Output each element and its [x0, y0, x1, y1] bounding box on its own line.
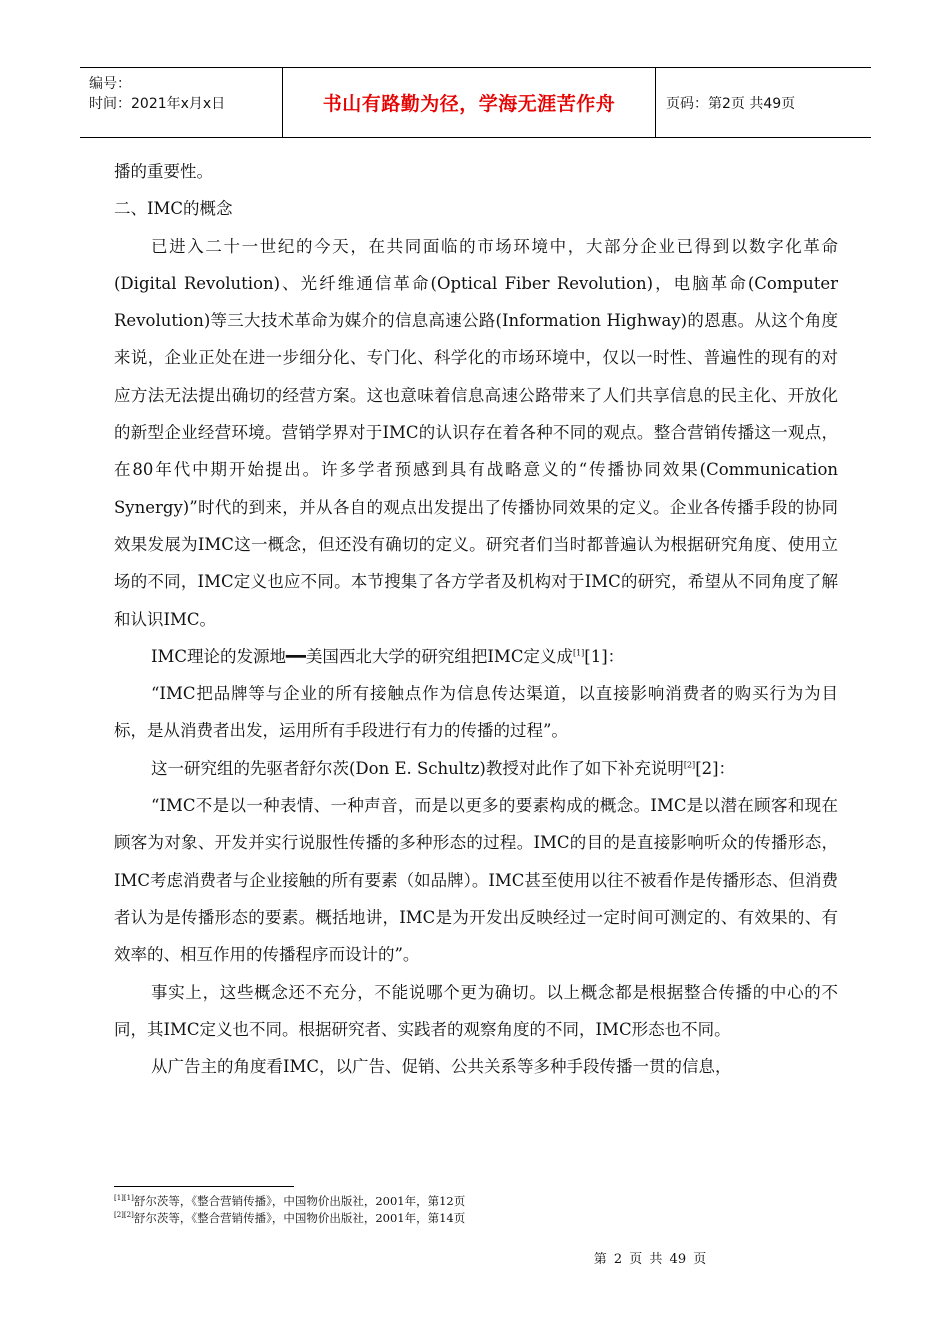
footnote-reference: [2]	[683, 760, 696, 770]
document-body	[114, 153, 838, 1085]
paragraph-text: “IMC把品牌等与企业的所有接触点作为信息传达渠道，以直接影响消费者的购买行为为目标，是从消费者出发，运用所有手段进行有力的传播的过程”。	[114, 684, 838, 741]
footnote-2-mark: [2][2]	[114, 1211, 134, 1220]
footnote-1-mark: [1][1]	[114, 1194, 134, 1203]
paragraph-text: 二、IMC的概念	[114, 199, 233, 219]
paragraph-text: 已进入二十一世纪的今天，在共同面临的市场环境中，大部分企业已得到以数字化革命(Digital Revolution)、光纤维通信革命(Optical Fiber Revolution)，电脑革命(Computer Revolution)等三大技术革命为媒介的信息高速公路(Information Highway)的恩惠。从这个角度来说，企业正处在进一步细分化、专门化、科学化的市场环境中，仅以一时性、普遍性的现有的对应方法无法提出确切的经营方案。这也意味着信息高速公路带来了人们共享信息的民主化、开放化的新型企业经营环境。营销学界对于IMC的认识存在着各种不同的观点。整合营销传播这一观点，在80年代中期开始提出。许多学者预感到具有战略意义的“传播协同效果(Communication Synergy)”时代的到来，并从各自的观点出发提出了传播协同效果的定义。企业各传播手段的协同效果发展为IMC这一概念，但还没有确切的定义。研究者们当时都普遍认为根据研究角度、使用立场的不同，IMC定义也应不同。本节搜集了各方学者及机构对于IMC的研究，希望从不同角度了解和认识IMC。	[114, 236, 838, 629]
paragraph	[114, 787, 838, 973]
paragraph	[114, 190, 838, 227]
header-page-label: 页码：第2页 共49页	[666, 95, 796, 112]
page-header-table	[80, 67, 871, 138]
paragraph	[114, 675, 838, 750]
page-footer-number: 第 2 页 共 49 页	[593, 1252, 707, 1267]
citation-suffix: [2]：	[695, 758, 736, 778]
paragraph-text: IMC理论的发源地━━美国西北大学的研究组把IMC定义成	[151, 646, 573, 666]
header-meta-cell	[80, 68, 283, 137]
footnote-1-text: 舒尔茨等，《整合营销传播》，中国物价出版社，2001年，第12页	[133, 1194, 466, 1208]
document-number-label: 编号：	[89, 76, 131, 92]
footnote-2-text: 舒尔茨等，《整合营销传播》，中国物价出版社，2001年，第14页	[133, 1211, 466, 1225]
footnote-1	[114, 1194, 465, 1208]
paragraph	[114, 228, 838, 638]
paragraph-text: 从广告主的角度看IMC，以广告、促销、公共关系等多种手段传播一贯的信息，	[151, 1057, 732, 1077]
paragraph-text: 事实上，这些概念还不充分，不能说哪个更为确切。以上概念都是根据整合传播的中心的不同，其IMC定义也不同。根据研究者、实践者的观察角度的不同，IMC形态也不同。	[114, 982, 838, 1039]
paragraph-text: 播的重要性。	[114, 162, 213, 181]
paragraph	[114, 1048, 838, 1085]
footnote-2	[114, 1211, 465, 1225]
paragraph-text: 这一研究组的先驱者舒尔茨(Don E. Schultz)教授对此作了如下补充说明	[151, 758, 684, 778]
footnote-reference: [1]	[572, 648, 585, 658]
paragraph	[114, 638, 838, 675]
footnote-divider	[114, 1186, 294, 1187]
document-date-label: 时间：2021年x月x日	[89, 96, 226, 112]
paragraph	[114, 153, 838, 190]
paragraph-text: “IMC不是以一种表情、一种声音，而是以更多的要素构成的概念。IMC是以潜在顾客和现在顾客为对象、开发并实行说服性传播的多种形态的过程。IMC的目的是直接影响听众的传播形态，IMC考虑消费者与企业接触的所有要素（如品牌）。IMC甚至使用以往不被看作是传播形态、但消费者认为是传播形态的要素。概括地讲，IMC是为开发出反映经过一定时间可测定的、有效果的、有效率的、相互作用的传播程序而设计的”。	[114, 796, 838, 965]
paragraph	[114, 750, 838, 787]
header-motto: 书山有路勤为径，学海无涯苦作舟	[283, 68, 656, 137]
paragraph	[114, 974, 838, 1049]
citation-suffix: [1]：	[584, 646, 625, 666]
